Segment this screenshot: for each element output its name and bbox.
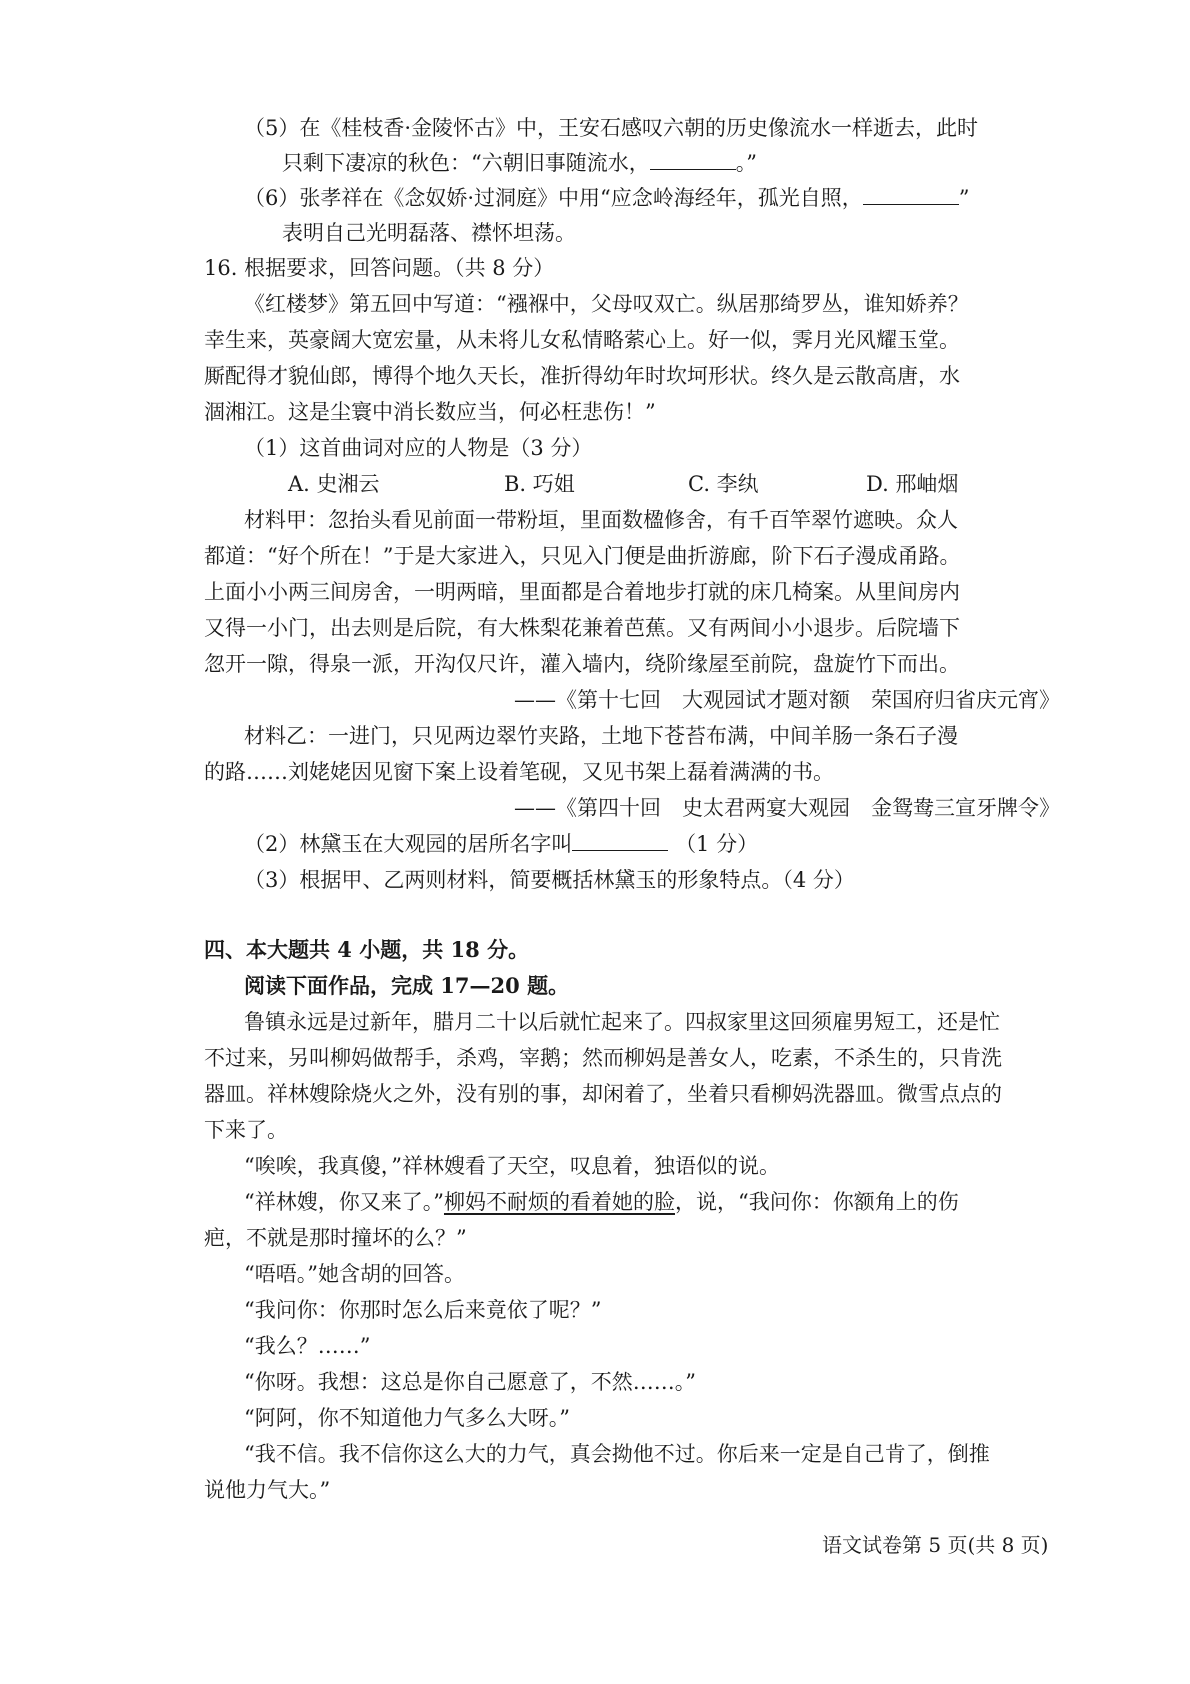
q16-sub2-text: （2）林黛玉在大观园的居所名字叫 (244, 832, 573, 856)
material-b-source: ——《第四十回 史太君两宴大观园 金鸳鸯三宣牙牌令》 (514, 796, 1060, 820)
page-footer: 语文试卷第 5 页(共 8 页) (822, 1533, 1049, 1557)
q15-item6-quote: ” (958, 186, 970, 210)
material-a-source: ——《第十七回 大观园试才题对额 荣国府归省庆元宵》 (514, 688, 1060, 712)
dialogue-line: “阿阿，你不知道他力气多么大呀。” (244, 1406, 570, 1430)
answer-blank[interactable] (572, 830, 668, 851)
material-a-line: 材料甲：忽抬头看见前面一带粉垣，里面数楹修舍，有千百竿翠竹遮映。众人 (244, 508, 958, 532)
dialogue-line: “唔唔。”她含胡的回答。 (244, 1262, 465, 1286)
answer-blank[interactable] (650, 149, 736, 170)
dialogue-line (244, 1186, 959, 1218)
q16-para-line: 《红楼梦》第五回中写道：“襁褓中，父母叹双亡。纵居那绮罗丛，谁知娇养？ (244, 292, 969, 316)
q16-sub2-score: （1 分） (675, 832, 759, 856)
section4-instruction: 阅读下面作品，完成 17—20 题。 (244, 973, 570, 998)
option-d[interactable]: D. 邢岫烟 (866, 472, 959, 496)
q15-item6-text: （6）张孝祥在《念奴娇·过洞庭》中用“应念岭海经年，孤光自照， (244, 186, 863, 210)
q15-item5-text: 只剩下凄凉的秋色：“六朝旧事随流水， (282, 151, 650, 175)
q16-para-line: 厮配得才貌仙郎，博得个地久天长，准折得幼年时坎坷形状。终久是云散高唐，水 (204, 364, 960, 388)
material-b-line: 材料乙：一进门，只见两边翠竹夹路，土地下苍苔布满，中间羊肠一条石子漫 (244, 724, 958, 748)
underlined-phrase: 柳妈不耐烦的看着她的脸 (443, 1190, 675, 1214)
dialogue-text: ，说，“我问你：你额角上的伤 (674, 1190, 959, 1214)
q16-sub3: （3）根据甲、乙两则材料，简要概括林黛玉的形象特点。（4 分） (244, 868, 855, 892)
answer-blank[interactable] (863, 184, 959, 205)
material-a-line: 都道：“好个所在！”于是大家进入，只见入门便是曲折游廊，阶下石子漫成甬路。 (204, 544, 961, 568)
material-b-line: 的路……刘姥姥因见窗下案上设着笔砚，又见书架上磊着满满的书。 (204, 760, 834, 784)
q16-para-line: 幸生来，英豪阔大宽宏量，从未将儿女私情略萦心上。好一似，霁月光风耀玉堂。 (204, 328, 960, 352)
option-b[interactable]: B. 巧姐 (504, 472, 575, 496)
material-a-line: 忽开一隙，得泉一派，开沟仅尺许，灌入墙内，绕阶缘屋至前院，盘旋竹下而出。 (204, 652, 960, 676)
section4-header: 四、本大题共 4 小题，共 18 分。 (204, 937, 530, 962)
dialogue-line: 说他力气大。” (204, 1478, 331, 1502)
dialogue-line: “唉唉，我真傻，”祥林嫂看了天空，叹息着，独语似的说。 (244, 1154, 780, 1178)
passage-line: 不过来，另叫柳妈做帮手，杀鸡，宰鹅；然而柳妈是善女人，吃素，不杀生的，只肯洗 (204, 1046, 1002, 1070)
dialogue-line: “我问你：你那时怎么后来竟依了呢？” (244, 1298, 602, 1322)
passage-line: 下来了。 (204, 1118, 288, 1142)
material-a-line: 又得一小门，出去则是后院，有大株梨花兼着芭蕉。又有两间小小退步。后院墙下 (204, 616, 960, 640)
q16-sub2 (244, 828, 758, 860)
option-a[interactable]: A. 史湘云 (288, 472, 380, 496)
dialogue-line: “我不信。我不信你这么大的力气，真会拗他不过。你后来一定是自己肯了，倒推 (244, 1442, 990, 1466)
dialogue-line: 疤，不就是那时撞坏的么？” (204, 1226, 467, 1250)
q16-header: 16. 根据要求，回答问题。（共 8 分） (204, 256, 555, 280)
q16-para-line: 涸湘江。这是尘寰中消长数应当，何必枉悲伤！” (204, 400, 656, 424)
dialogue-line: “我么？……” (244, 1334, 371, 1358)
q15-item5-end: 。” (735, 151, 757, 175)
q15-item5-line2 (282, 147, 757, 179)
passage-line: 鲁镇永远是过新年，腊月二十以后就忙起来了。四叔家里这回须雇男短工，还是忙 (244, 1010, 1000, 1034)
q15-item6-line2: 表明自己光明磊落、襟怀坦荡。 (282, 221, 576, 245)
dialogue-text: “祥林嫂，你又来了。” (244, 1190, 444, 1214)
q15-item6-line1 (244, 182, 970, 214)
dialogue-line: “你呀。我想：这总是你自己愿意了，不然……。” (244, 1370, 696, 1394)
option-c[interactable]: C. 李纨 (688, 472, 759, 496)
passage-line: 器皿。祥林嫂除烧火之外，没有别的事，却闲着了，坐着只看柳妈洗器皿。微雪点点的 (204, 1082, 1002, 1106)
q15-item5-line1: （5）在《桂枝香·金陵怀古》中，王安石感叹六朝的历史像流水一样逝去，此时 (244, 116, 979, 140)
material-a-line: 上面小小两三间房舍，一明两暗，里面都是合着地步打就的床几椅案。从里间房内 (204, 580, 960, 604)
q16-sub1: （1）这首曲词对应的人物是（3 分） (244, 436, 593, 460)
